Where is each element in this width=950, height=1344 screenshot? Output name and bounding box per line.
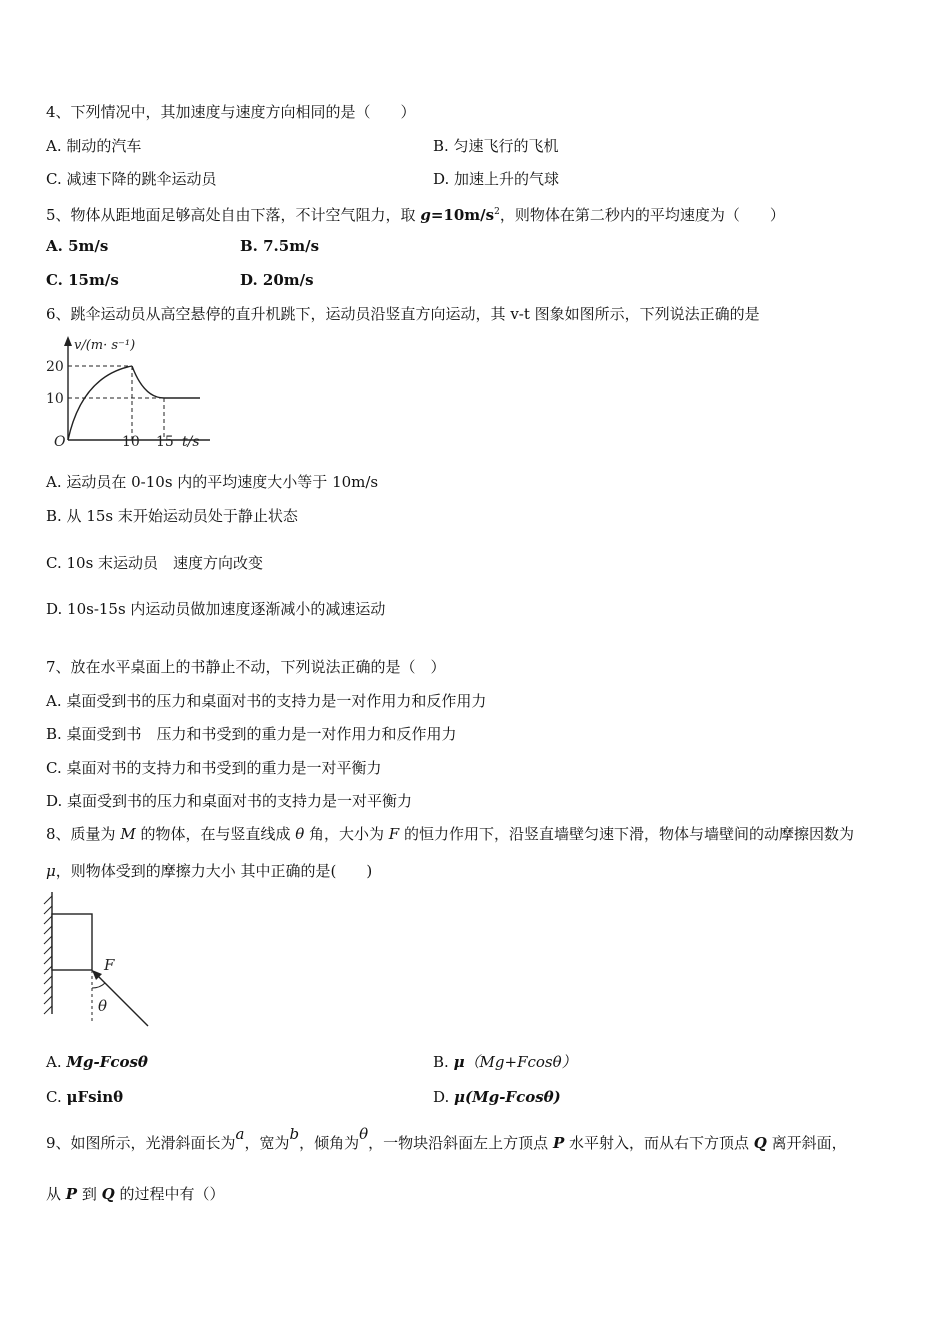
q5-option-b: B. 7.5m/s xyxy=(240,237,320,255)
q7-option-b: B. 桌面受到书 压力和书受到的重力是一对作用力和反作用力 xyxy=(46,725,457,743)
curve-decelerate xyxy=(132,366,164,398)
angle-arc xyxy=(92,983,105,988)
curve-accelerate xyxy=(68,366,132,440)
q7-option-d: D. 桌面受到书的压力和桌面对书的支持力是一对平衡力 xyxy=(46,792,413,810)
q7-option-a: A. 桌面受到书的压力和桌面对书的支持力是一对作用力和反作用力 xyxy=(46,692,487,710)
angle-label: θ xyxy=(98,997,108,1015)
q8-stem-line2: μ，则物体受到的摩擦力大小 其中正确的是( ) xyxy=(46,862,373,880)
v-axis-arrow xyxy=(64,336,72,346)
tick-y-10: 10 xyxy=(46,391,64,407)
q4-option-c: C. 减速下降的跳伞运动员 xyxy=(46,170,217,188)
q9-stem-line1: 9、如图所示，光滑斜面长为a，宽为b，倾角为θ，一物块沿斜面左上方顶点 P 水平射入，而从右下方顶点 Q 离开斜面， xyxy=(46,1125,847,1152)
tick-t-15: 15 xyxy=(156,434,174,450)
q4-option-d: D. 加速上升的气球 xyxy=(433,170,560,188)
q6-stem: 6、跳伞运动员从高空悬停的直升机跳下，运动员沿竖直方向运动，其 v-t 图象如图所示，下列说法正确的是 xyxy=(46,305,760,323)
q6-option-d: D. 10s-15s 内运动员做加速度逐渐减小的减速运动 xyxy=(46,600,386,618)
q5-option-a: A. 5m/s xyxy=(46,237,109,255)
q8-option-d: D. μ(Mg-Fcosθ) xyxy=(433,1088,561,1106)
q6-option-a: A. 运动员在 0-10s 内的平均速度大小等于 10m/s xyxy=(46,473,379,491)
q8-stem-line1: 8、质量为 M 的物体，在与竖直线成 θ 角，大小为 F 的恒力作用下，沿竖直墙壁匀速下滑，物体与墙壁间的动摩擦因数为 xyxy=(46,825,854,843)
q6-option-b: B. 从 15s 末开始运动员处于静止状态 xyxy=(46,507,298,525)
q5-option-d: D. 20m/s xyxy=(240,271,314,289)
wall-force-figure xyxy=(40,890,160,1030)
q5-stem: 5、物体从距地面足够高处自由下落，不计空气阻力，取 $g=10m/s^2$，则物体在第二秒内的平均速度为（ ） xyxy=(46,206,785,224)
tick-y-20: 20 xyxy=(46,359,64,375)
q4-stem: 4、下列情况中，其加速度与速度方向相同的是（ ） xyxy=(46,103,416,121)
q8-option-a: A. Mg-Fcosθ xyxy=(46,1053,148,1071)
v-axis-label: v/(m· s⁻¹) xyxy=(74,338,136,353)
force-label: F xyxy=(104,956,115,974)
q8-option-c: C. μFsinθ xyxy=(46,1088,124,1106)
q8-option-b: B. μ（Mg+Fcosθ） xyxy=(433,1053,577,1071)
vt-graph xyxy=(40,332,230,454)
q4-option-b: B. 匀速飞行的飞机 xyxy=(433,137,559,155)
block xyxy=(52,914,92,970)
q4-option-a: A. 制动的汽车 xyxy=(46,137,142,155)
q7-option-c: C. 桌面对书的支持力和书受到的重力是一对平衡力 xyxy=(46,759,382,777)
wall-hatching xyxy=(44,896,52,1014)
tick-t-10: 10 xyxy=(122,434,140,450)
q6-option-c: C. 10s 末运动员 速度方向改变 xyxy=(46,554,264,572)
q5-option-c: C. 15m/s xyxy=(46,271,119,289)
q9-stem-line2: 从 P 到 Q 的过程中有（） xyxy=(46,1185,225,1203)
t-axis-label: t/s xyxy=(182,434,200,450)
origin-label: O xyxy=(54,434,66,450)
q7-stem: 7、放在水平桌面上的书静止不动，下列说法正确的是（ ） xyxy=(46,658,446,676)
